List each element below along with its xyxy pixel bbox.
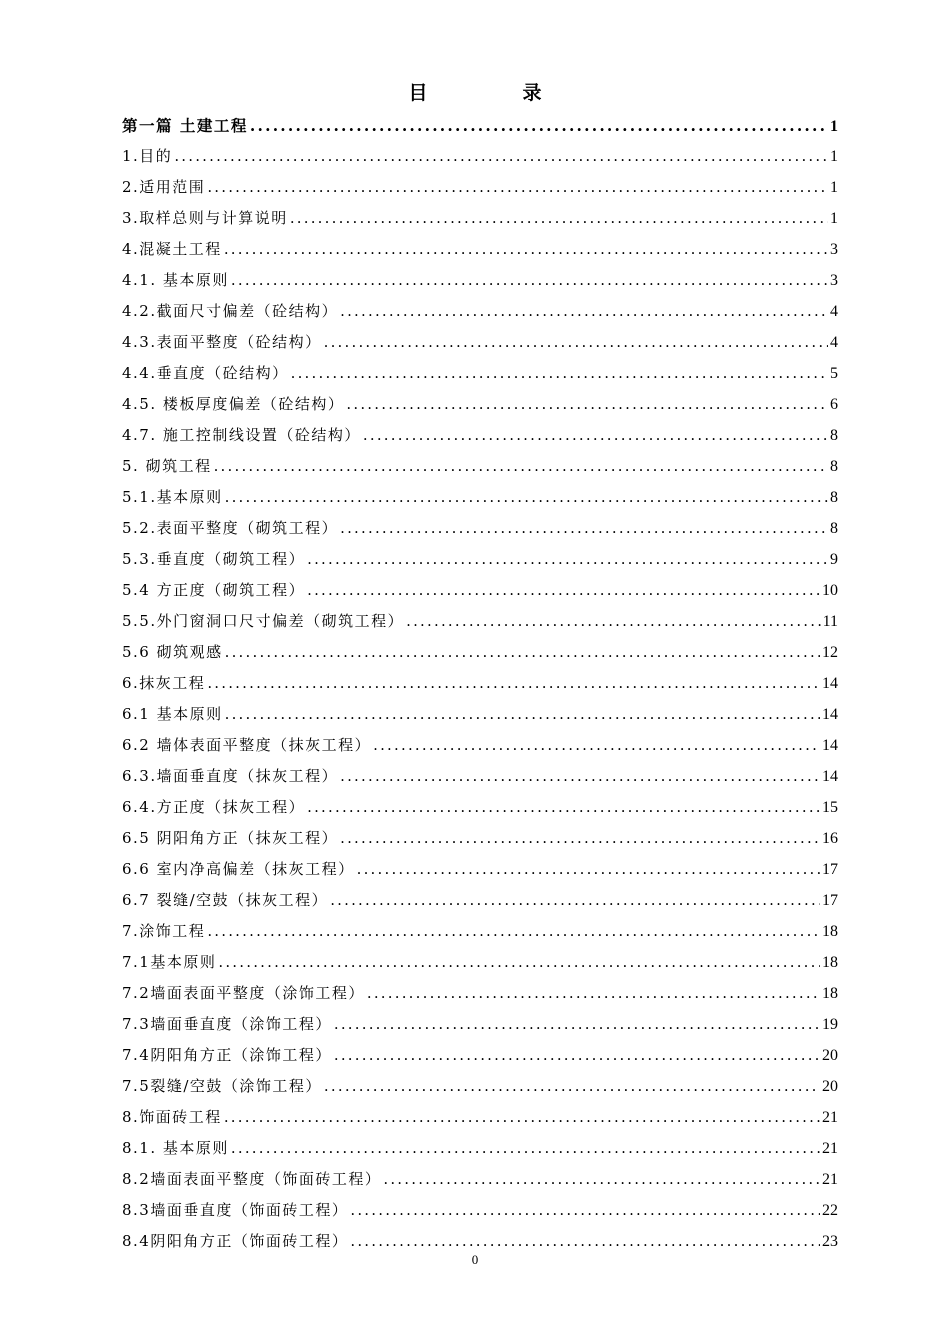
toc-entry[interactable] [122, 544, 838, 575]
toc-entry-page: 8 [830, 427, 838, 444]
toc-entry-page: 8 [830, 458, 838, 475]
toc-leader-dots [357, 854, 820, 885]
toc-entry-label: 5.6 砌筑观感 [122, 643, 223, 661]
toc-entry-label: 5. 砌筑工程 [122, 457, 212, 475]
toc-leader-dots [214, 451, 828, 482]
toc-leader-dots [363, 420, 828, 451]
toc-leader-dots [324, 327, 828, 358]
toc-leader-dots [406, 606, 820, 637]
toc-entry[interactable] [122, 606, 838, 637]
toc-entry-label: 6.7 裂缝/空鼓（抹灰工程） [122, 891, 329, 909]
toc-entry-page: 1 [830, 210, 838, 227]
toc-leader-dots [218, 947, 820, 978]
toc-leader-dots [207, 172, 828, 203]
toc-entry[interactable] [122, 110, 838, 141]
toc-leader-dots [350, 1195, 820, 1226]
toc-leader-dots [340, 296, 828, 327]
toc-entry-page: 6 [830, 396, 838, 413]
toc-entry[interactable] [122, 792, 838, 823]
toc-leader-dots [307, 575, 820, 606]
toc-entry-label: 6.抹灰工程 [122, 674, 206, 692]
toc-entry-page: 9 [830, 551, 838, 568]
toc-leader-dots [225, 637, 820, 668]
toc-entry[interactable] [122, 327, 838, 358]
toc-entry-label: 2.适用范围 [122, 178, 206, 196]
toc-entry-page: 14 [822, 675, 838, 692]
toc-leader-dots [174, 141, 828, 172]
toc-entry-label: 6.2 墙体表面平整度（抹灰工程） [122, 736, 372, 754]
toc-entry-page: 1 [830, 118, 838, 135]
toc-entry-page: 14 [822, 768, 838, 785]
toc-leader-dots [207, 916, 820, 947]
toc-entry-label: 8.1. 基本原则 [122, 1139, 229, 1157]
toc-entry[interactable] [122, 1133, 838, 1164]
toc-entry[interactable] [122, 389, 838, 420]
toc-entry[interactable] [122, 575, 838, 606]
toc-entry-label: 6.3.墙面垂直度（抹灰工程） [122, 767, 339, 785]
toc-entry-page: 12 [822, 644, 838, 661]
toc-entry-label: 1.目的 [122, 147, 173, 165]
toc-entry-page: 8 [830, 520, 838, 537]
toc-title: 目 录 [408, 82, 580, 104]
toc-entry-page: 19 [822, 1016, 838, 1033]
toc-leader-dots [290, 203, 828, 234]
toc-entry-page: 21 [822, 1109, 838, 1126]
toc-entry-label: 4.混凝土工程 [122, 240, 222, 258]
toc-entry-page: 1 [830, 179, 838, 196]
toc-leader-dots [225, 699, 820, 730]
toc-leader-dots [334, 1040, 820, 1071]
toc-entry-page: 18 [822, 985, 838, 1002]
toc-entry-page: 23 [822, 1233, 838, 1250]
toc-entry-label: 7.2墙面表面平整度（涂饰工程） [122, 984, 365, 1002]
toc-entry-label: 4.3.表面平整度（砼结构） [122, 333, 322, 351]
toc-entry-label: 4.2.截面尺寸偏差（砼结构） [122, 302, 339, 320]
toc-entry-label: 5.2.表面平整度（砌筑工程） [122, 519, 339, 537]
toc-entry-label: 6.1 基本原则 [122, 705, 223, 723]
toc-entry-page: 14 [822, 706, 838, 723]
toc-entry[interactable] [122, 947, 838, 978]
toc-entry[interactable] [122, 668, 838, 699]
toc-entry[interactable] [122, 172, 838, 203]
toc-entry[interactable] [122, 1164, 838, 1195]
toc-entry-page: 11 [822, 613, 838, 630]
toc-entry-label: 5.1.基本原则 [122, 488, 223, 506]
toc-entry-label: 第一篇 土建工程 [122, 116, 248, 135]
toc-leader-dots [340, 761, 820, 792]
toc-entry-label: 7.5裂缝/空鼓（涂饰工程） [122, 1077, 322, 1095]
toc-entry-label: 8.3墙面垂直度（饰面砖工程） [122, 1201, 349, 1219]
toc-leader-dots [373, 730, 820, 761]
toc-leader-dots [291, 358, 828, 389]
toc-entry-label: 7.涂饰工程 [122, 922, 206, 940]
toc-entry[interactable] [122, 730, 838, 761]
toc-entry-page: 3 [830, 272, 838, 289]
toc-entry-page: 22 [822, 1202, 838, 1219]
toc-entry[interactable] [122, 203, 838, 234]
toc-entry[interactable] [122, 1195, 838, 1226]
toc-entry[interactable] [122, 854, 838, 885]
toc-entry[interactable] [122, 358, 838, 389]
toc-leader-dots [307, 792, 820, 823]
toc-leader-dots [346, 389, 828, 420]
toc-entry[interactable] [122, 265, 838, 296]
toc-entry[interactable] [122, 234, 838, 265]
toc-entry[interactable] [122, 1009, 838, 1040]
toc-entry[interactable] [122, 1040, 838, 1071]
toc-entry[interactable] [122, 141, 838, 172]
toc-list [122, 110, 838, 1257]
toc-entry-page: 20 [822, 1047, 838, 1064]
toc-entry-label: 3.取样总则与计算说明 [122, 209, 288, 227]
toc-leader-dots [225, 482, 828, 513]
toc-entry-label: 8.2墙面表面平整度（饰面砖工程） [122, 1170, 382, 1188]
toc-entry-page: 8 [830, 489, 838, 506]
toc-leader-dots [367, 978, 820, 1009]
toc-entry-label: 8.饰面砖工程 [122, 1108, 222, 1126]
toc-entry-page: 15 [822, 799, 838, 816]
toc-entry-label: 6.4.方正度（抹灰工程） [122, 798, 306, 816]
toc-leader-dots [250, 110, 828, 141]
toc-leader-dots [334, 1009, 820, 1040]
page-number: 0 [471, 1252, 479, 1267]
toc-entry-page: 3 [830, 241, 838, 258]
toc-leader-dots [383, 1164, 820, 1195]
toc-entry-label: 7.1基本原则 [122, 953, 217, 971]
toc-entry[interactable] [122, 637, 838, 668]
toc-entry-label: 7.3墙面垂直度（涂饰工程） [122, 1015, 332, 1033]
toc-leader-dots [340, 823, 820, 854]
toc-entry[interactable] [122, 699, 838, 730]
toc-entry[interactable] [122, 513, 838, 544]
toc-entry-label: 6.5 阴阳角方正（抹灰工程） [122, 829, 339, 847]
toc-entry-page: 5 [830, 365, 838, 382]
toc-entry[interactable] [122, 1102, 838, 1133]
toc-leader-dots [324, 1071, 820, 1102]
toc-leader-dots [224, 234, 828, 265]
toc-entry-page: 18 [822, 954, 838, 971]
toc-entry[interactable] [122, 916, 838, 947]
toc-entry[interactable] [122, 451, 838, 482]
toc-entry-label: 8.4阴阳角方正（饰面砖工程） [122, 1232, 349, 1250]
toc-leader-dots [330, 885, 820, 916]
toc-entry-page: 10 [822, 582, 838, 599]
toc-entry-label: 4.4.垂直度（砼结构） [122, 364, 289, 382]
toc-leader-dots [340, 513, 828, 544]
toc-entry-page: 17 [822, 861, 838, 878]
toc-entry-page: 4 [830, 334, 838, 351]
toc-leader-dots [231, 1133, 820, 1164]
toc-entry[interactable] [122, 978, 838, 1009]
toc-entry-label: 5.5.外门窗洞口尺寸偏差（砌筑工程） [122, 612, 405, 630]
toc-entry-page: 21 [822, 1171, 838, 1188]
toc-entry-label: 4.1. 基本原则 [122, 271, 229, 289]
toc-leader-dots [207, 668, 820, 699]
toc-entry[interactable] [122, 823, 838, 854]
toc-entry-page: 16 [822, 830, 838, 847]
toc-entry-page: 17 [822, 892, 838, 909]
toc-entry[interactable] [122, 296, 838, 327]
toc-entry-label: 7.4阴阳角方正（涂饰工程） [122, 1046, 332, 1064]
toc-entry-label: 6.6 室内净高偏差（抹灰工程） [122, 860, 355, 878]
toc-entry-page: 18 [822, 923, 838, 940]
toc-leader-dots [307, 544, 828, 575]
toc-entry[interactable] [122, 885, 838, 916]
toc-entry[interactable] [122, 1071, 838, 1102]
toc-entry-page: 1 [830, 148, 838, 165]
toc-leader-dots [231, 265, 828, 296]
toc-entry-label: 4.5. 楼板厚度偏差（砼结构） [122, 395, 345, 413]
toc-entry[interactable] [122, 482, 838, 513]
toc-entry-page: 4 [830, 303, 838, 320]
toc-leader-dots [224, 1102, 820, 1133]
toc-entry-label: 5.3.垂直度（砌筑工程） [122, 550, 306, 568]
toc-entry[interactable] [122, 420, 838, 451]
toc-entry-label: 4.7. 施工控制线设置（砼结构） [122, 426, 361, 444]
toc-entry-label: 5.4 方正度（砌筑工程） [122, 581, 306, 599]
toc-entry-page: 20 [822, 1078, 838, 1095]
toc-entry-page: 14 [822, 737, 838, 754]
toc-entry-page: 21 [822, 1140, 838, 1157]
toc-entry[interactable] [122, 761, 838, 792]
